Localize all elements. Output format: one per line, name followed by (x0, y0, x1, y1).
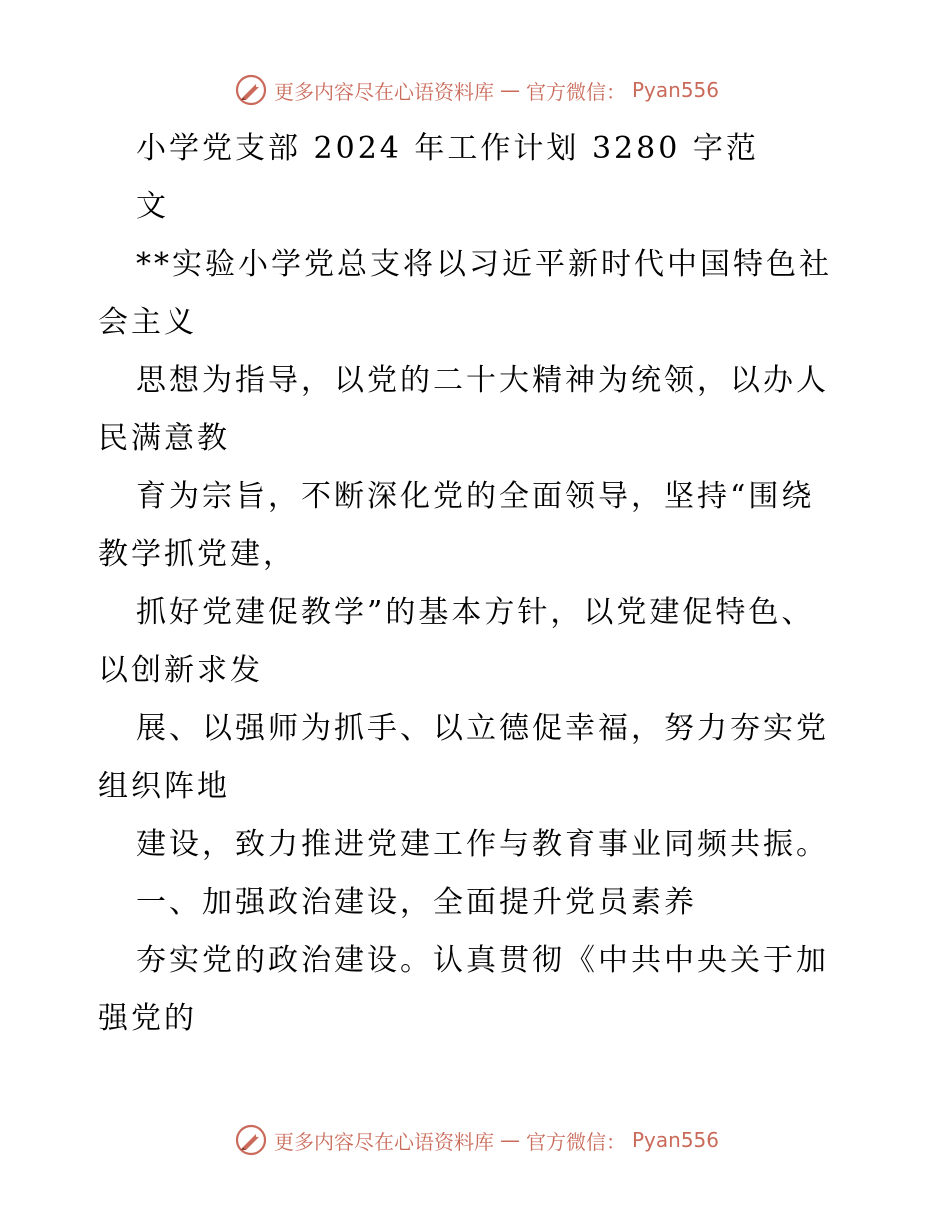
pen-logo-icon (234, 1123, 268, 1157)
paragraph-line: 组织阵地 (98, 769, 230, 804)
paragraph-line: 教学抓党建， (98, 537, 296, 572)
paragraph-line: 以创新求发 (98, 653, 263, 688)
paragraph-line: 夯实党的政治建设。认真贯彻《中共中央关于加 (136, 943, 829, 978)
document-body (98, 120, 858, 1048)
footer-watermark (234, 1122, 719, 1158)
paragraph-line: 思想为指导，以党的二十大精神为统领，以办人 (136, 363, 829, 398)
watermark-contact-handle: Pyan556 (632, 1128, 720, 1152)
watermark-contact-label: 官方微信： (526, 1129, 626, 1154)
header-watermark (234, 72, 719, 108)
watermark-separator: — (500, 1128, 520, 1152)
watermark-text: 更多内容尽在心语资料库 (274, 1129, 494, 1154)
paragraph-line: 强党的 (98, 1001, 197, 1036)
title-line: 文 (136, 189, 169, 224)
section-heading: 一、加强政治建设，全面提升党员素养 (136, 885, 697, 920)
pen-logo-icon (234, 73, 268, 107)
paragraph-line: 民满意教 (98, 421, 230, 456)
watermark-separator: — (500, 78, 520, 102)
paragraph-line: 展、以强师为抓手、以立德促幸福，努力夯实党 (136, 711, 829, 746)
paragraph-line: **实验小学党总支将以习近平新时代中国特色社 (136, 247, 832, 282)
title-line: 小学党支部 2024 年工作计划 3280 字范 (136, 131, 759, 166)
watermark-contact-handle: Pyan556 (632, 78, 720, 102)
paragraph-line: 建设，致力推进党建工作与教育事业同频共振。 (136, 827, 829, 862)
watermark-contact-label: 官方微信： (526, 79, 626, 104)
paragraph-line: 抓好党建促教学”的基本方针，以党建促特色、 (136, 595, 815, 630)
paragraph-line: 会主义 (98, 305, 197, 340)
watermark-text: 更多内容尽在心语资料库 (274, 79, 494, 104)
paragraph-line: 育为宗旨，不断深化党的全面领导，坚持“围绕 (136, 479, 815, 514)
